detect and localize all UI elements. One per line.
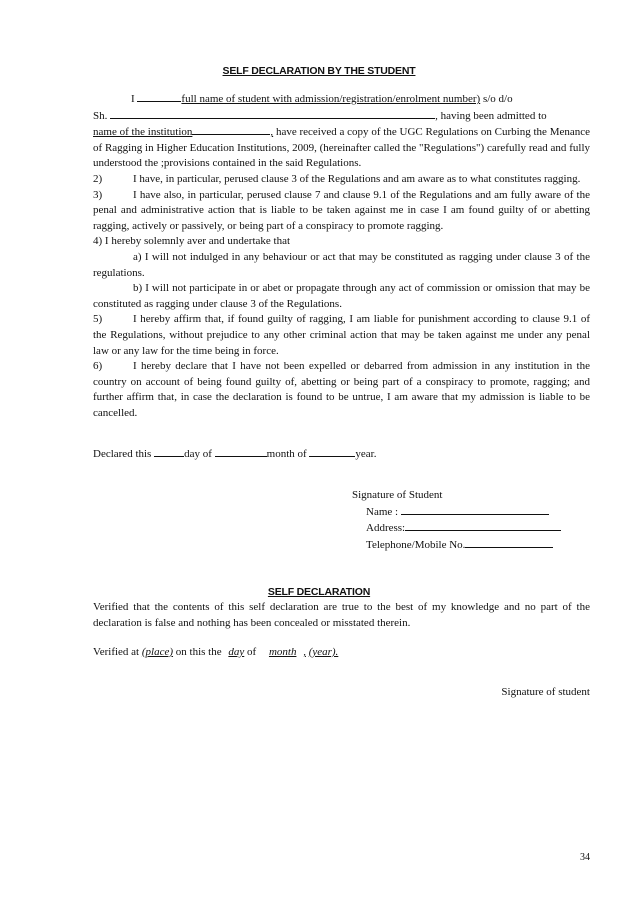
clause-4-heading: 4) I hereby solemnly aver and undertake that bbox=[93, 235, 291, 248]
institution-placeholder: name of the institution bbox=[93, 126, 193, 139]
verification-text: Verified that the contents of this self declaration are true to the best of my knowledge and no part of the declaration is false and nothing has been concealed or misstated therein. bbox=[93, 601, 590, 629]
student-signature: Signature of student bbox=[501, 686, 590, 698]
clause-3: 3) I have also, in particular, perused clause 7 and clause 9.1 of the Regulations and am fully aware of the penal and administrative action that is liable to be taken against me in case I am found guilty of or abetting ragging, actively or passively, or being part of a conspiracy to promote ragging. bbox=[93, 188, 590, 232]
blank-line bbox=[401, 504, 549, 515]
intro-paragraph: I full name of student with admission/registration/enrolment number) s/o d/o Sh. , having been admitted to name of the institution , have received a copy of the UGC Regulations on Curbing the Menance of Ragging in Higher Education Institutions, 2009, (hereinafter called the "Regulations") carefully read and fully understood the ;provisions contained in the said Regulations. bbox=[93, 93, 591, 170]
blank-line bbox=[110, 108, 435, 119]
page-title: SELF DECLARATION BY THE STUDENT bbox=[222, 65, 416, 77]
blank-line bbox=[215, 446, 267, 457]
blank-line bbox=[192, 124, 270, 135]
name-field: Name : bbox=[352, 504, 561, 521]
blank-line bbox=[154, 446, 184, 457]
blank-line bbox=[137, 91, 181, 102]
verified-at-line: Verified at (place) on this the day of month , (year). bbox=[93, 646, 339, 658]
blank-line bbox=[309, 446, 355, 457]
second-title: SELF DECLARATION bbox=[267, 586, 371, 598]
place-placeholder: (place) bbox=[141, 646, 174, 658]
declaration-body bbox=[93, 91, 590, 421]
day-placeholder: day bbox=[228, 646, 245, 658]
clause-6: 6) I hereby declare that I have not been expelled or debarred from admission in any institution in the country on account of being found guilty of, abetting or being part of a conspiracy to promote, ragging; and further affirm that, in case the declaration is found to be untrue, I am aware that my admission is liable to be cancelled. bbox=[93, 360, 590, 419]
year-placeholder: (year). bbox=[308, 646, 339, 658]
signature-heading: Signature of Student bbox=[352, 489, 443, 501]
address-field: Address: bbox=[352, 520, 561, 537]
declared-line: Declared this day of month of year. bbox=[93, 448, 377, 460]
clause-4a: a) I will not indulged in any behaviour or act that may be constituted as ragging under clause 3 of the regulations. bbox=[93, 250, 590, 279]
clause-5: 5) I hereby affirm that, if found guilty of ragging, I am liable for punishment according to clause 9.1 of the Regulations, without prejudice to any other criminal action that may be taken against me under any penal law or any law for the time being in force. bbox=[93, 313, 590, 357]
clause-2: 2) I have, in particular, perused clause 3 of the Regulations and am aware as to what constitutes ragging. bbox=[93, 172, 581, 185]
telephone-field: Telephone/Mobile No. bbox=[352, 537, 561, 554]
page-number: 34 bbox=[580, 852, 590, 863]
signature-block bbox=[352, 488, 561, 553]
blank-line bbox=[465, 537, 553, 548]
clause-4b: b) I will not participate in or abet or propagate through any act of commission or omission that may be constituted as ragging under clause 3 of the Regulations. bbox=[93, 282, 590, 310]
name-placeholder: full name of student with admission/registration/enrolment number) bbox=[181, 93, 481, 105]
month-placeholder: month bbox=[268, 646, 297, 658]
blank-line bbox=[405, 520, 561, 531]
